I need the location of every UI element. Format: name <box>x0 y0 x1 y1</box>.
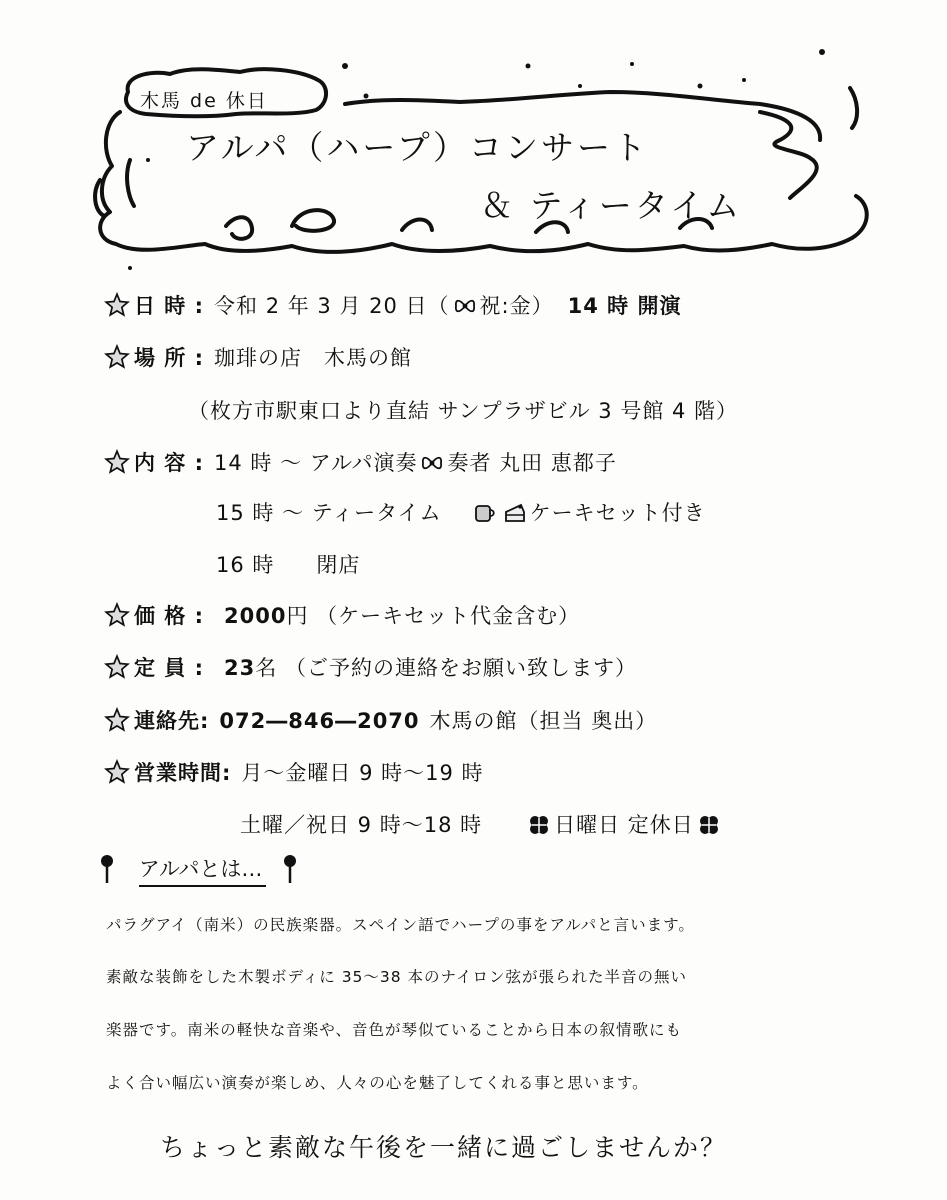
star-icon <box>104 654 130 680</box>
hours-weekday: 月～金曜日 9 時～19 時 <box>241 761 484 785</box>
about-heading-row <box>100 853 297 887</box>
hours-weekend: 土曜／祝日 9 時～18 時 <box>240 813 483 837</box>
coffee-cup-icon <box>473 501 497 525</box>
date-row <box>104 290 681 320</box>
price-label: 価 格 : <box>134 604 205 628</box>
price-text: 円 （ケーキセット代金含む） <box>286 604 581 628</box>
content-line3 <box>216 549 360 579</box>
hours-label: 営業時間: <box>134 761 232 785</box>
hours-row <box>104 757 484 787</box>
contact-text: 木馬の館（担当 奥出） <box>429 709 658 733</box>
hours-closed: 日曜日 定休日 <box>554 813 694 837</box>
about-heading: アルパとは… <box>139 853 267 887</box>
content-line3-time: 16 時 <box>216 553 275 577</box>
price-amount: 2000 <box>224 604 287 628</box>
place-value: 珈琲の店 木馬の館 <box>214 346 413 370</box>
clover-icon <box>697 813 721 837</box>
content-line1-end: 奏者 丸田 恵都子 <box>447 451 617 475</box>
content-row <box>104 447 617 477</box>
place-row <box>104 342 412 372</box>
pin-icon <box>283 854 297 884</box>
star-icon <box>104 344 130 370</box>
hours-line2 <box>240 809 724 839</box>
date-label: 日 時 : <box>134 294 205 318</box>
date-value-end: 祝:金） <box>479 294 554 318</box>
content-line2-end: ケーキセット付き <box>529 501 706 525</box>
capacity-text: 名 （ご予約の連絡をお願い致します） <box>255 656 637 680</box>
content-line2-start: 15 時 ～ ティータイム <box>216 501 442 525</box>
place-label: 場 所 : <box>134 346 205 370</box>
cake-icon <box>503 501 527 525</box>
pin-icon <box>100 854 114 884</box>
contact-row <box>104 705 657 735</box>
about-line: パラグアイ（南米）の民族楽器。スペイン語でハープの事をアルパと言います。 <box>106 916 695 934</box>
star-icon <box>104 449 130 475</box>
bow-icon <box>420 451 444 475</box>
content-line2 <box>216 497 706 527</box>
content-label: 内 容 : <box>134 451 205 475</box>
start-time: 14 時 開演 <box>567 294 682 318</box>
star-icon <box>104 292 130 318</box>
star-icon <box>104 707 130 733</box>
about-line: 楽器です。南米の軽快な音楽や、音色が琴似ていることから日本の叙情歌にも <box>106 1021 682 1039</box>
contact-label: 連絡先: <box>134 709 210 733</box>
about-line: 素敵な装飾をした木製ボディに 35～38 本のナイロン弦が張られた半音の無い <box>106 968 687 986</box>
content-line3-text: 閉店 <box>316 553 361 577</box>
content-line1-start: 14 時 ～ アルパ演奏 <box>214 451 418 475</box>
bow-icon <box>453 294 477 318</box>
date-value-start: 令和 2 年 3 月 20 日（ <box>214 294 450 318</box>
price-row <box>104 600 580 630</box>
contact-phone: 072―846―2070 <box>219 709 420 733</box>
about-line: よく合い幅広い演奏が楽しめ、人々の心を魅了してくれる事と思います。 <box>106 1074 649 1092</box>
star-icon <box>104 759 130 785</box>
capacity-row <box>104 652 637 682</box>
event-subtitle: ＆ ティータイム <box>480 186 743 225</box>
place-note: （枚方市駅東口より直結 サンプラザビル 3 号館 4 階） <box>188 399 739 423</box>
star-icon <box>104 602 130 628</box>
capacity-amount: 23 <box>224 656 256 680</box>
clover-icon <box>527 813 551 837</box>
closing-message: ちょっと素敵な午後を一緒に過ごしませんか？ <box>160 1133 728 1162</box>
event-title: アルパ（ハープ）コンサート <box>186 128 650 167</box>
capacity-label: 定 員 : <box>134 656 205 680</box>
event-tag: 木馬 de 休日 <box>140 90 268 112</box>
